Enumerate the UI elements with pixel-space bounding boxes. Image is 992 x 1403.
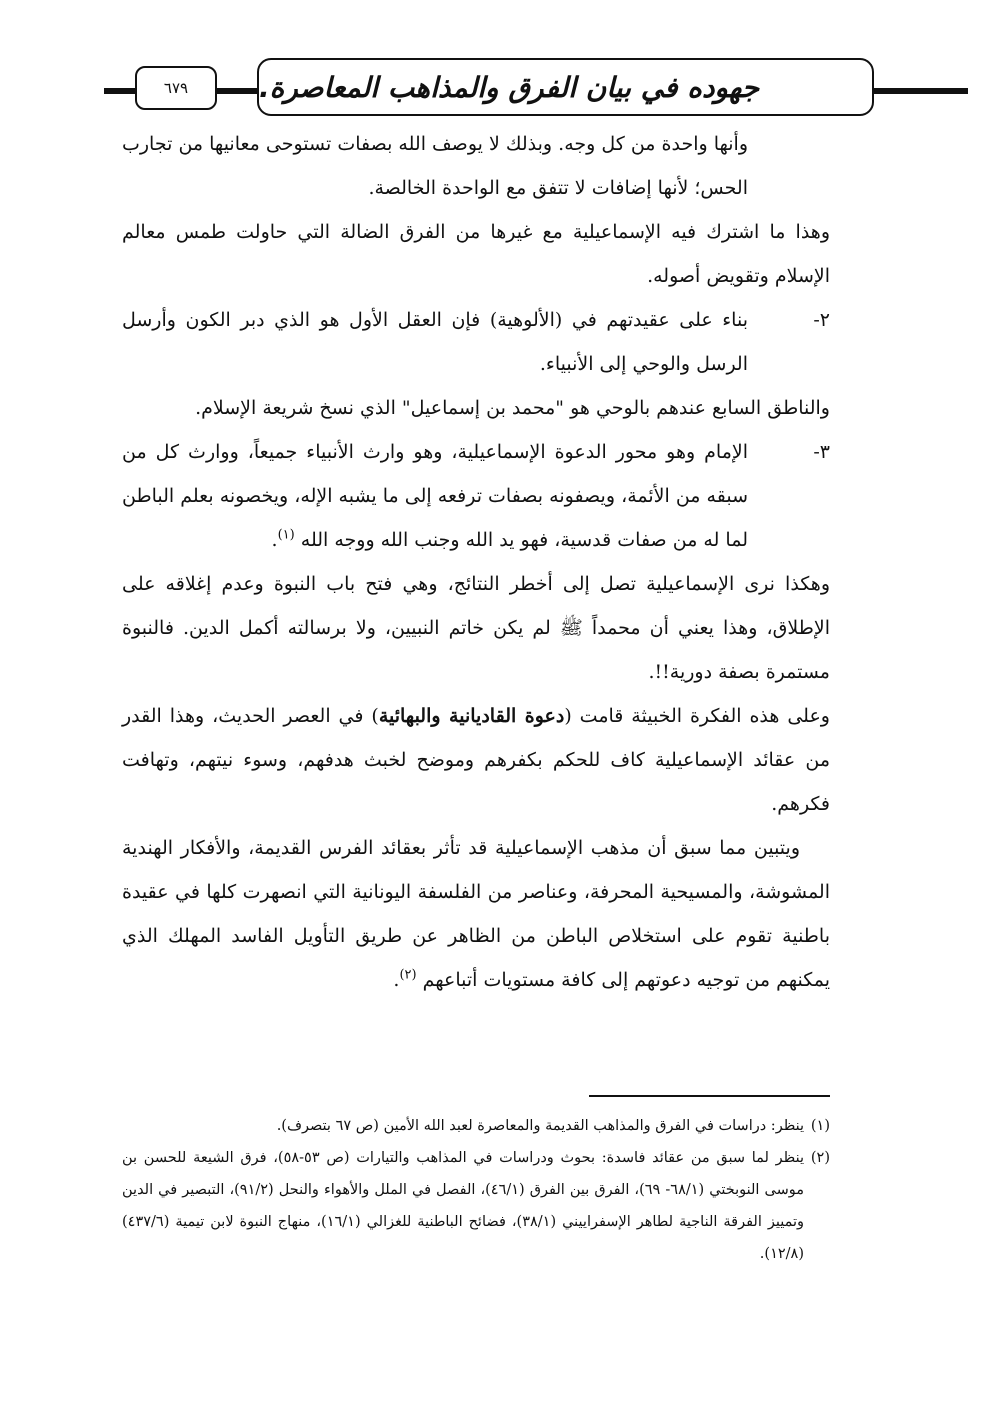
footnote-1 <box>122 1110 830 1142</box>
list-number-2: ٢- <box>813 309 830 331</box>
paragraph-6 <box>122 826 830 1002</box>
footnote-ref-2: (٢) <box>399 967 417 983</box>
list-item-2 <box>122 298 830 386</box>
header-rule-left <box>104 88 136 94</box>
paragraph-3: والناطق السابع عندهم بالوحي هو "محمد بن إسماعيل" الذي نسخ شريعة الإسلام. <box>195 397 830 419</box>
footnote-mark-2: (٢) <box>810 1150 830 1166</box>
page-number <box>135 66 217 110</box>
header-rule-middle <box>216 88 258 94</box>
footnotes <box>122 1110 830 1270</box>
running-title-text: جهوده في بيان الفرق والمذاهب المعاصرة. <box>259 70 760 104</box>
footnote-mark-1: (١) <box>810 1118 830 1134</box>
main-text <box>122 122 830 1002</box>
paragraph-4: وهكذا نرى الإسماعيلية تصل إلى أخطر النتائج، وهي فتح باب النبوة وعدم إغلاقه على الإطلاق، وهذا يعني أن محمداً ﷺ لم يكن خاتم النبيين، ولا برسالته أكمل الدين. فالنبوة مستمرة بصفة دورية!!. <box>122 573 830 683</box>
footnote-2 <box>122 1142 830 1270</box>
paragraph-5-before: وعلى هذه الفكرة الخبيثة قامت ( <box>564 705 830 727</box>
header-rule-right <box>872 88 968 94</box>
paragraph-5-bold: دعوة القاديانية والبهائية <box>378 705 565 727</box>
paragraph-5 <box>122 694 830 826</box>
paragraph-1: وأنها واحدة من كل وجه. وبذلك لا يوصف الله بصفات تستوحى معانيها من تجارب الحس؛ لأنها إضافات لا تتفق مع الواحدة الخالصة. <box>122 133 748 199</box>
footnote-text-1: ينظر: دراسات في الفرق والمذاهب القديمة والمعاصرة لعبد الله الأمين (ص ٦٧ بتصرف). <box>276 1118 804 1134</box>
paragraph-5-after: ) في العصر الحديث، وهذا القدر من عقائد الإسماعيلية كاف للحكم بكفرهم وموضح لخبث هدفهم، وسوء نيتهم، وتهافت فكرهم. <box>122 705 831 815</box>
footnote-separator <box>589 1095 830 1097</box>
running-title <box>257 58 874 116</box>
paragraph-6-end: . <box>393 969 400 991</box>
footnote-ref-1: (١) <box>277 527 295 543</box>
list-text-2: بناء على عقيدتهم في (الألوهية) فإن العقل الأول هو الذي دبر الكون وأرسل الرسل والوحي إلى الأنبياء. <box>122 309 748 375</box>
list-text-3-end: . <box>271 529 278 551</box>
paragraph-2: وهذا ما اشترك فيه الإسماعيلية مع غيرها من الفرق الضالة التي حاولت طمس معالم الإسلام وتقويض أصوله. <box>122 221 830 287</box>
list-text-3: الإمام وهو محور الدعوة الإسماعيلية، وهو وارث الأنبياء جميعاً، ووارث كل من سبقه من الأئمة، ويصفونه بصفات ترفعه إلى ما يشبه الإله، ويخصونه بعلم الباطن لما له من صفات قدسية، فهو يد الله وجنب الله ووجه الله <box>122 441 748 551</box>
paragraph-6-text: ويتبين مما سبق أن مذهب الإسماعيلية قد تأثر بعقائد الفرس القديمة، والأفكار الهندية المشوشة، والمسيحية المحرفة، وعناصر من الفلسفة اليونانية التي انصهرت كلها في عقيدة باطنية تقوم على استخلاص الباطن من الظاهر عن طريق التأويل الفاسد المهلك الذي يمكنهم من توجيه دعوتهم إلى كافة مستويات أتباعهم <box>122 837 830 991</box>
footnote-text-2: ينظر لما سبق من عقائد فاسدة: بحوث ودراسات في المذاهب والتيارات (ص ٥٣-٥٨)، فرق الشيعة للحسن بن موسى النوبختي (٦٨/١- ٦٩)، الفرق بين الفرق (٤٦/١)، الفصل في الملل والأهواء والنحل (٩١/٢)، التبصير في الدين وتمييز الفرقة الناجية لطاهر الإسفراييني (٣٨/١)، فضائح الباطنية للغزالي (١٦/١)، منهاج النبوة لابن تيمية (٤٣٧/٦)(١٢/٨). <box>122 1150 805 1262</box>
list-item-3 <box>122 430 830 562</box>
page-number-text: ٦٧٩ <box>163 79 189 97</box>
list-number-3: ٣- <box>813 441 830 463</box>
